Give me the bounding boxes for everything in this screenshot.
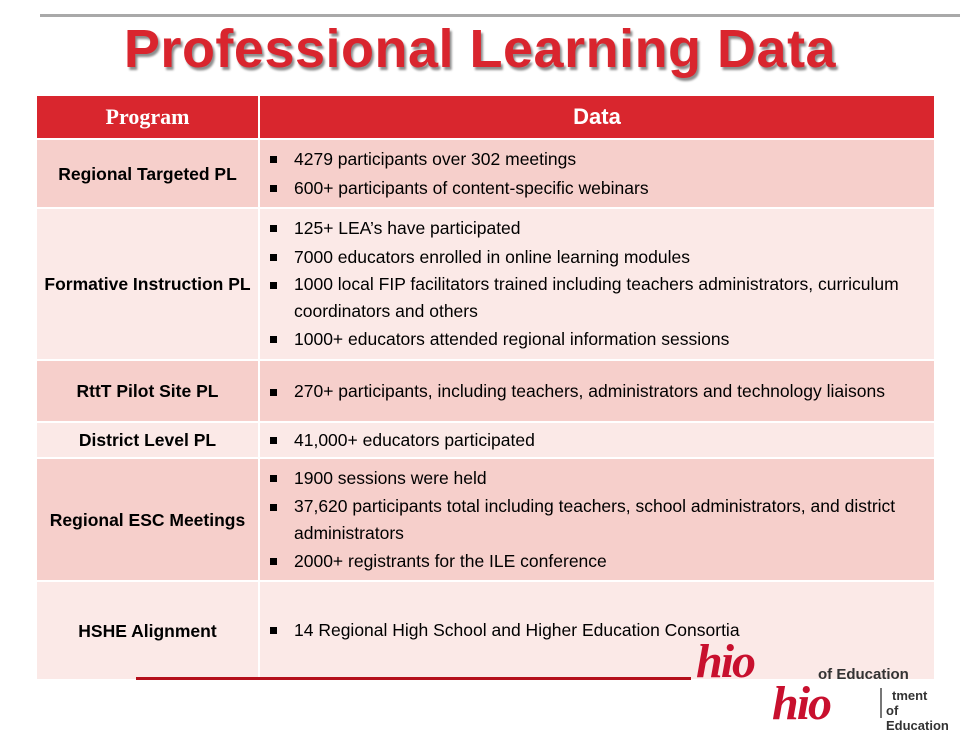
list-item: 7000 educators enrolled in online learning modules: [268, 243, 924, 272]
square-bullet-icon: [270, 225, 277, 232]
program-cell: Formative Instruction PL: [37, 208, 259, 360]
table-row: [37, 360, 935, 422]
list-item: 37,620 participants total including teachers, school administrators, and district administrators: [268, 493, 924, 547]
table-header-row: [37, 96, 935, 139]
square-bullet-icon: [270, 437, 277, 444]
program-cell: Regional Targeted PL: [37, 139, 259, 208]
logo-text: tment: [892, 688, 928, 703]
table-row: [37, 208, 935, 360]
list-item: 41,000+ educators participated: [268, 426, 924, 455]
table-row: [37, 458, 935, 581]
ohio-department-of-education-logo: [690, 635, 960, 733]
list-item: 125+ LEA’s have participated: [268, 214, 924, 243]
ohio-logo-mark: hio: [772, 677, 831, 730]
square-bullet-icon: [270, 156, 277, 163]
data-column-header: Data: [259, 96, 935, 139]
data-cell: [259, 208, 935, 360]
list-item: 4279 participants over 302 meetings: [268, 145, 924, 174]
footer-rule: [136, 677, 691, 680]
list-item: 1000 local FIP facilitators trained including teachers administrators, curriculum coordinators and others: [268, 271, 924, 325]
square-bullet-icon: [270, 254, 277, 261]
square-bullet-icon: [270, 504, 277, 511]
table-row: [37, 422, 935, 458]
program-cell: RttT Pilot Site PL: [37, 360, 259, 422]
list-item: 2000+ registrants for the ILE conference: [268, 547, 924, 576]
logo-text: of Education: [818, 666, 909, 683]
program-cell: Regional ESC Meetings: [37, 458, 259, 581]
square-bullet-icon: [270, 558, 277, 565]
square-bullet-icon: [270, 475, 277, 482]
list-item: 270+ participants, including teachers, administrators and technology liaisons: [268, 378, 924, 405]
program-cell: HSHE Alignment: [37, 581, 259, 679]
list-item: 1000+ educators attended regional information sessions: [268, 325, 924, 354]
ohio-logo-mark: hio: [696, 635, 755, 688]
logo-divider: [880, 688, 882, 718]
square-bullet-icon: [270, 627, 277, 634]
program-column-header: Program: [37, 96, 259, 139]
square-bullet-icon: [270, 282, 277, 289]
data-cell: [259, 458, 935, 581]
table-row: [37, 139, 935, 208]
page-title: Professional Learning Data: [123, 19, 837, 79]
square-bullet-icon: [270, 336, 277, 343]
list-item: 14 Regional High School and Higher Education Consortia: [268, 616, 924, 645]
professional-learning-table: [37, 96, 936, 679]
square-bullet-icon: [270, 389, 277, 396]
square-bullet-icon: [270, 185, 277, 192]
list-item: 1900 sessions were held: [268, 464, 924, 493]
data-cell: [259, 139, 935, 208]
list-item: 600+ participants of content-specific webinars: [268, 174, 924, 203]
logo-text: of Education: [886, 703, 949, 733]
data-cell: [259, 360, 935, 422]
data-cell: [259, 422, 935, 458]
program-cell: District Level PL: [37, 422, 259, 458]
